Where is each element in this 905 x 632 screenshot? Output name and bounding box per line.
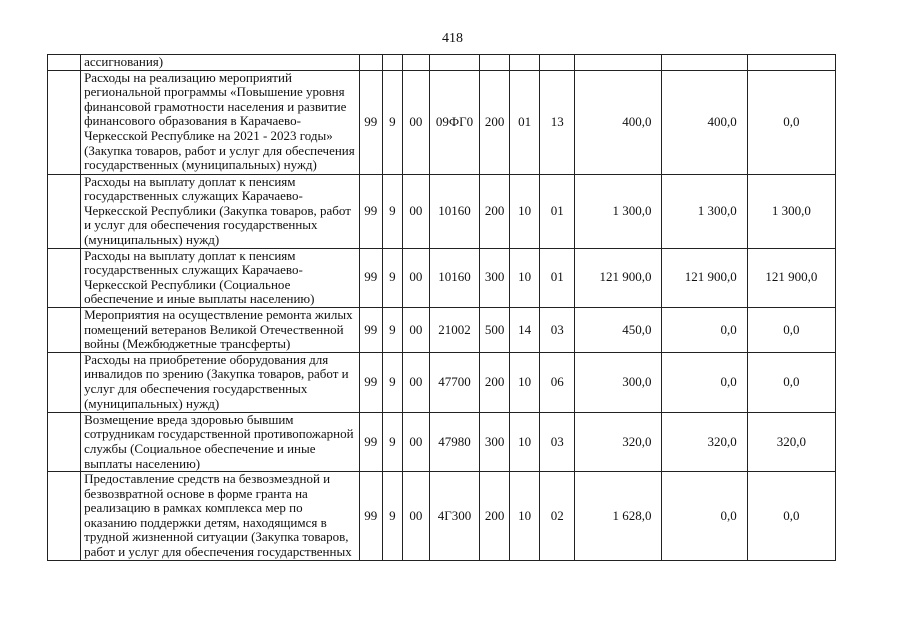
row-number-cell [48,174,81,248]
cell-v3: 1 300,0 [747,174,835,248]
cell-v3 [747,55,835,71]
cell-v2: 320,0 [662,412,747,471]
cell-v2: 0,0 [662,307,747,352]
row-number-cell [48,472,81,561]
table-row [48,248,836,307]
cell-c: 00 [402,352,429,412]
row-number-cell [48,352,81,412]
cell-v3: 320,0 [747,412,835,471]
row-number-cell [48,412,81,471]
cell-v3: 0,0 [747,70,835,174]
cell-d: 4Г300 [429,472,479,561]
cell-v2: 400,0 [662,70,747,174]
row-number-cell [48,55,81,71]
cell-v1: 450,0 [575,307,662,352]
cell-a: 99 [359,412,382,471]
page-number: 418 [442,31,463,46]
cell-d: 47980 [429,412,479,471]
cell-c [402,55,429,71]
cell-b: 9 [382,352,402,412]
cell-d: 21002 [429,307,479,352]
cell-v2: 0,0 [662,472,747,561]
cell-v1: 121 900,0 [575,248,662,307]
cell-a: 99 [359,70,382,174]
cell-v2: 1 300,0 [662,174,747,248]
cell-g: 03 [540,412,575,471]
cell-g [540,55,575,71]
cell-a: 99 [359,174,382,248]
expense-name-cell: Расходы на приобретение оборудования для инвалидов по зрению (Закупка товаров, работ и услуг для обеспечения государственных (муниципальных) нужд) [81,352,360,412]
cell-g: 02 [540,472,575,561]
cell-v1: 400,0 [575,70,662,174]
row-number-cell [48,307,81,352]
cell-v3: 0,0 [747,472,835,561]
cell-f: 10 [510,412,540,471]
cell-d: 09ФГ0 [429,70,479,174]
expense-name-cell: ассигнования) [81,55,360,71]
cell-g: 13 [540,70,575,174]
cell-d [429,55,479,71]
expense-name-cell: Расходы на выплату доплат к пенсиям государственных служащих Карачаево-Черкесской Республики (Социальное обеспечение и иные выплаты населению) [81,248,360,307]
cell-g: 03 [540,307,575,352]
cell-e: 200 [480,174,510,248]
cell-b: 9 [382,248,402,307]
cell-e: 200 [480,70,510,174]
expense-name-cell: Мероприятия на осуществление ремонта жилых помещений ветеранов Великой Отечественной войны (Межбюджетные трансферты) [81,307,360,352]
cell-c: 00 [402,412,429,471]
cell-f: 10 [510,352,540,412]
table-row [48,472,836,561]
table-body [48,55,836,561]
cell-a: 99 [359,472,382,561]
cell-b [382,55,402,71]
table-row [48,55,836,71]
cell-a: 99 [359,352,382,412]
cell-e: 500 [480,307,510,352]
table-row [48,412,836,471]
cell-v1: 300,0 [575,352,662,412]
cell-c: 00 [402,70,429,174]
expense-name-cell: Предоставление средств на безвозмездной и безвозвратной основе в форме гранта на реализацию в рамках комплекса мер по оказанию поддержки детям, находящимся в трудной жизненной ситуации (Закупка товаров, работ и услуг для обеспечения государственных [81,472,360,561]
cell-v3: 121 900,0 [747,248,835,307]
cell-e: 200 [480,352,510,412]
cell-f: 14 [510,307,540,352]
budget-table [47,54,836,561]
cell-a: 99 [359,307,382,352]
cell-f: 10 [510,248,540,307]
cell-b: 9 [382,472,402,561]
cell-f: 01 [510,70,540,174]
cell-v1: 1 300,0 [575,174,662,248]
cell-v1: 1 628,0 [575,472,662,561]
cell-e: 300 [480,248,510,307]
cell-v3: 0,0 [747,307,835,352]
cell-v1: 320,0 [575,412,662,471]
row-number-cell [48,248,81,307]
cell-f: 10 [510,472,540,561]
cell-b: 9 [382,412,402,471]
cell-g: 01 [540,174,575,248]
expense-name-cell: Расходы на выплату доплат к пенсиям государственных служащих Карачаево-Черкесской Республики (Закупка товаров, работ и услуг для обеспечения государственных (муниципальных) нужд) [81,174,360,248]
cell-d: 10160 [429,248,479,307]
cell-e [480,55,510,71]
cell-b: 9 [382,174,402,248]
table-row [48,174,836,248]
table-row [48,352,836,412]
cell-f: 10 [510,174,540,248]
cell-c: 00 [402,307,429,352]
cell-c: 00 [402,248,429,307]
cell-g: 06 [540,352,575,412]
cell-f [510,55,540,71]
cell-v2: 121 900,0 [662,248,747,307]
row-number-cell [48,70,81,174]
cell-e: 200 [480,472,510,561]
table-row [48,307,836,352]
cell-b: 9 [382,70,402,174]
cell-c: 00 [402,174,429,248]
cell-c: 00 [402,472,429,561]
cell-v2: 0,0 [662,352,747,412]
cell-v2 [662,55,747,71]
expense-name-cell: Возмещение вреда здоровью бывшим сотрудникам государственной противопожарной службы (Социальное обеспечение и иные выплаты населению) [81,412,360,471]
cell-v1 [575,55,662,71]
table-row [48,70,836,174]
cell-d: 47700 [429,352,479,412]
expense-name-cell: Расходы на реализацию мероприятий региональной программы «Повышение уровня финансовой грамотности населения и развитие финансового образования в Карачаево-Черкесской Республике на 2021 - 2023 годы» (Закупка товаров, работ и услуг для обеспечения государственных (муниципальных) нужд) [81,70,360,174]
cell-a [359,55,382,71]
cell-e: 300 [480,412,510,471]
cell-v3: 0,0 [747,352,835,412]
cell-b: 9 [382,307,402,352]
cell-g: 01 [540,248,575,307]
cell-d: 10160 [429,174,479,248]
cell-a: 99 [359,248,382,307]
